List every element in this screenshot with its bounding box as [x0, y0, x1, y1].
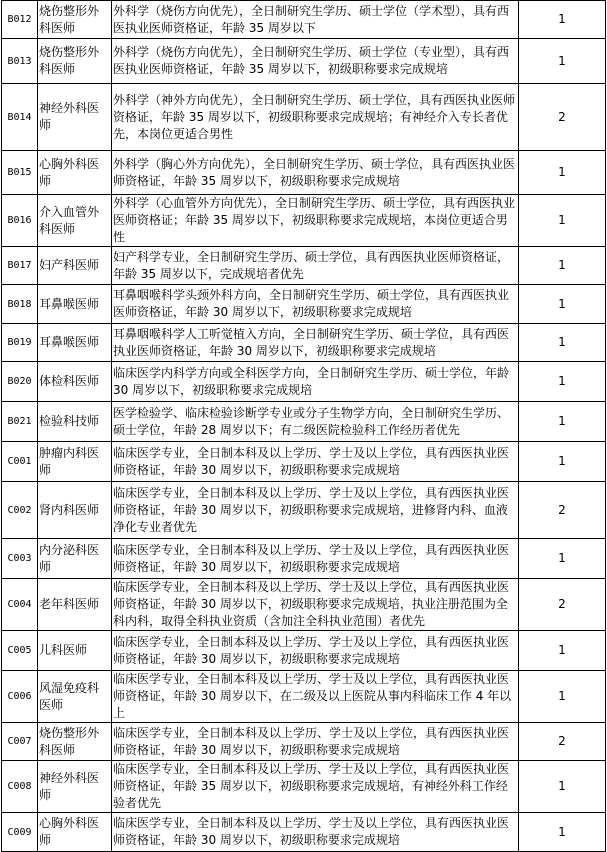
post-code-cell: B016: [2, 195, 38, 247]
headcount-cell: 1: [519, 285, 606, 324]
post-name-cell: 心胸外科医师: [38, 151, 112, 195]
table-row: [2, 442, 606, 482]
requirements-cell: 外科学（烧伤方向优先），全日制研究生学历、硕士学位（学术型），具有西医执业医师资格证，年龄 35 周岁以下: [112, 1, 519, 39]
requirements-cell: 临床医学专业，全日制本科及以上学历、学士及以上学位，具有西医执业医师资格证，年龄 30 周岁以下，初级职称要求完成规培，执业注册范围为全科内科，取得全科执业资质（含加注全科执业范围）者优先: [112, 579, 519, 631]
requirements-cell: 临床医学专业，全日制本科及以上学历、学士及以上学位，具有西医执业医师资格证，年龄 35 周岁以下，初级职称要求完成规培，有神经外科工作经验者优先: [112, 761, 519, 813]
requirements-cell: 妇产科学专业，全日制研究生学历、硕士学位，具有西医执业医师资格证，年龄 35 周岁以下，完成规培者优先: [112, 247, 519, 285]
post-name-cell: 儿科医师: [38, 631, 112, 671]
post-name-cell: 神经外科医师: [38, 84, 112, 151]
post-name-cell: 检验科技师: [38, 402, 112, 442]
headcount-cell: 1: [519, 631, 606, 671]
post-name-cell: 耳鼻喉医师: [38, 285, 112, 324]
table-row: [2, 285, 606, 324]
requirements-cell: 临床医学专业，全日制本科及以上学历、学士及以上学位，具有西医执业医师资格证，年龄 30 周岁以下，初级职称要求完成规培，进修肾内科、血液净化专业者优先: [112, 482, 519, 539]
post-name-cell: 肿瘤内科医师: [38, 442, 112, 482]
post-name-cell: 介入血管外科医师: [38, 195, 112, 247]
table-row: [2, 362, 606, 402]
headcount-cell: 1: [519, 195, 606, 247]
requirements-cell: 耳鼻咽喉科学人工听觉植入方向，全日制研究生学历、硕士学位，具有西医执业医师资格证，年龄 30 周岁以下，初级职称要求完成规培: [112, 324, 519, 362]
table-row: [2, 1, 606, 39]
headcount-cell: 2: [519, 84, 606, 151]
table-row: [2, 761, 606, 813]
table-row: [2, 39, 606, 84]
table-row: [2, 539, 606, 579]
requirements-cell: 外科学（心血管外方向优先），全日制研究生学历、硕士学位，具有西医执业医师资格证；年龄 35 周岁以下，初级职称要求完成规培，本岗位更适合男性: [112, 195, 519, 247]
post-code-cell: C002: [2, 482, 38, 539]
post-name-cell: 风湿免疫科医师: [38, 671, 112, 723]
table-row: [2, 723, 606, 761]
table-row: [2, 151, 606, 195]
requirements-cell: 医学检验学、临床检验诊断学专业或分子生物学方向，全日制研究生学历、硕士学位，年龄 28 周岁以下；有二级医院检验科工作经历者优先: [112, 402, 519, 442]
headcount-cell: 1: [519, 1, 606, 39]
table-row: [2, 813, 606, 852]
table-row: [2, 195, 606, 247]
requirements-cell: 临床医学专业，全日制本科及以上学历、学士及以上学位，具有西医执业医师资格证，年龄 30 周岁以下，初级职称要求完成规培: [112, 442, 519, 482]
recruitment-table: [1, 0, 606, 852]
requirements-cell: 外科学（烧伤方向优先），全日制研究生学历、硕士学位（专业型），具有西医执业医师资格证，年龄 35 周岁以下，初级职称要求完成规培: [112, 39, 519, 84]
table-row: [2, 247, 606, 285]
post-code-cell: C004: [2, 579, 38, 631]
headcount-cell: 1: [519, 671, 606, 723]
post-name-cell: 耳鼻喉医师: [38, 324, 112, 362]
headcount-cell: 1: [519, 151, 606, 195]
post-code-cell: B014: [2, 84, 38, 151]
post-code-cell: B013: [2, 39, 38, 84]
table-row: [2, 324, 606, 362]
post-code-cell: B012: [2, 1, 38, 39]
post-name-cell: 烧伤整形外科医师: [38, 1, 112, 39]
post-code-cell: B019: [2, 324, 38, 362]
post-code-cell: C001: [2, 442, 38, 482]
post-name-cell: 老年科医师: [38, 579, 112, 631]
post-code-cell: C003: [2, 539, 38, 579]
post-name-cell: 烧伤整形外科医师: [38, 39, 112, 84]
requirements-cell: 外科学（神外方向优先），全日制研究生学历、硕士学位，具有西医执业医师资格证，年龄 35 周岁以下，初级职称要求完成规培；有神经介入专长者优先，本岗位更适合男性: [112, 84, 519, 151]
headcount-cell: 1: [519, 39, 606, 84]
headcount-cell: 2: [519, 482, 606, 539]
post-code-cell: C005: [2, 631, 38, 671]
post-code-cell: C008: [2, 761, 38, 813]
post-code-cell: B020: [2, 362, 38, 402]
post-name-cell: 肾内科医师: [38, 482, 112, 539]
post-name-cell: 内分泌科医师: [38, 539, 112, 579]
headcount-cell: 1: [519, 247, 606, 285]
post-name-cell: 烧伤整形外科医师: [38, 723, 112, 761]
requirements-cell: 临床医学专业，全日制本科及以上学历、学士及以上学位，具有西医执业医师资格证，年龄 30 周岁以下，在二级及以上医院从事内科临床工作 4 年以上: [112, 671, 519, 723]
post-name-cell: 妇产科医师: [38, 247, 112, 285]
headcount-cell: 2: [519, 723, 606, 761]
requirements-cell: 耳鼻咽喉科学头颈外科方向，全日制研究生学历、硕士学位，具有西医执业医师资格证，年龄 30 周岁以下，初级职称要求完成规培: [112, 285, 519, 324]
requirements-cell: 临床医学专业，全日制本科及以上学历、学士及以上学位，具有西医执业医师资格证，年龄 30 周岁以下，初级职称要求完成规培: [112, 539, 519, 579]
post-code-cell: C007: [2, 723, 38, 761]
requirements-cell: 临床医学专业，全日制本科及以上学历、学士及以上学位，具有西医执业医师资格证，年龄 30 周岁以下，初级职称要求完成规培: [112, 813, 519, 852]
table-row: [2, 84, 606, 151]
requirements-cell: 临床医学专业，全日制本科及以上学历、学士及以上学位，具有西医执业医师资格证，年龄 30 周岁以下，初级职称要求完成规培: [112, 631, 519, 671]
headcount-cell: 1: [519, 324, 606, 362]
table-row: [2, 671, 606, 723]
post-code-cell: B015: [2, 151, 38, 195]
headcount-cell: 1: [519, 761, 606, 813]
post-name-cell: 心胸外科医师: [38, 813, 112, 852]
headcount-cell: 1: [519, 813, 606, 852]
post-code-cell: B017: [2, 247, 38, 285]
post-code-cell: C006: [2, 671, 38, 723]
post-code-cell: C009: [2, 813, 38, 852]
table-row: [2, 579, 606, 631]
headcount-cell: 1: [519, 362, 606, 402]
table-row: [2, 482, 606, 539]
requirements-cell: 外科学（胸心外方向优先），全日制研究生学历、硕士学位，具有西医执业医师资格证，年龄 35 周岁以下，初级职称要求完成规培: [112, 151, 519, 195]
post-code-cell: B021: [2, 402, 38, 442]
requirements-cell: 临床医学专业，全日制本科及以上学历、学士及以上学位，具有西医执业医师资格证，年龄 30 周岁以下，初级职称要求完成规培: [112, 723, 519, 761]
requirements-cell: 临床医学内科学方向或全科医学方向，全日制研究生学历、硕士学位，年龄 30 周岁以下，初级职称要求完成规培: [112, 362, 519, 402]
table-row: [2, 402, 606, 442]
headcount-cell: 1: [519, 539, 606, 579]
headcount-cell: 1: [519, 402, 606, 442]
post-name-cell: 神经外科医师: [38, 761, 112, 813]
headcount-cell: 1: [519, 442, 606, 482]
headcount-cell: 2: [519, 579, 606, 631]
post-code-cell: B018: [2, 285, 38, 324]
table-body: [2, 1, 606, 852]
table-row: [2, 631, 606, 671]
post-name-cell: 体检科医师: [38, 362, 112, 402]
